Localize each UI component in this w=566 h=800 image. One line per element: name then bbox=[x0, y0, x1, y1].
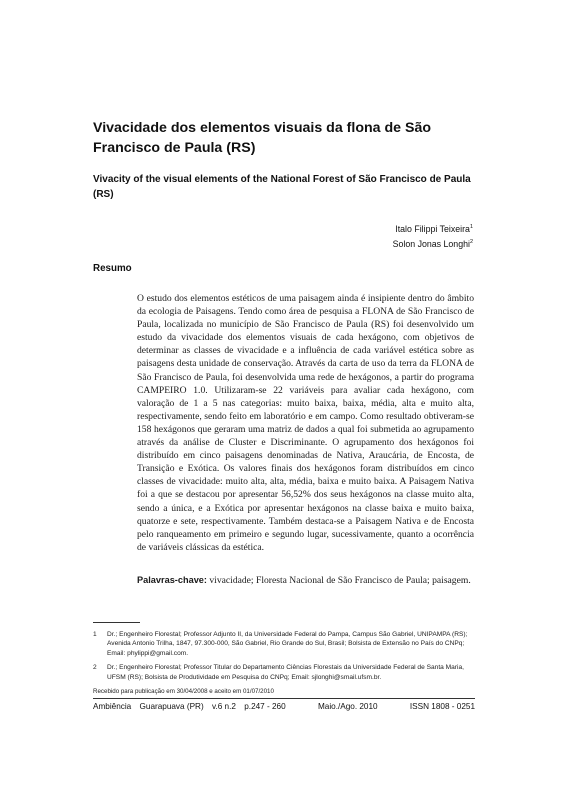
footnote-text: Dr.; Engenheiro Florestal; Professor Adjunto II, da Universidade Federal do Pampa, Campus São Gabriel, UNIPAMPA (RS); Avenida Antonio Trilha, 1847, 97.300-000, São Gabriel, Rio Grande do Sul, Brasil; Bolsista de Extensão no País do CNPq; Email: phylippi@gmail.com. bbox=[107, 631, 468, 657]
journal-city: Guarapuava (PR) bbox=[139, 702, 204, 711]
journal-citation bbox=[93, 702, 286, 711]
received-accepted-note: Recebido para publicação em 30/04/2008 e aceito em 01/07/2010 bbox=[93, 688, 274, 695]
section-heading-resumo: Resumo bbox=[93, 263, 132, 274]
journal-volume: v.6 n.2 bbox=[211, 702, 236, 711]
footer-rule bbox=[93, 698, 475, 699]
author-name: Solon Jonas Longhi bbox=[392, 239, 470, 249]
article-title-portuguese: Vivacidade dos elementos visuais da flona de São Francisco de Paula (RS) bbox=[93, 120, 431, 156]
keywords-label: Palavras-chave: bbox=[137, 575, 207, 585]
journal-footer bbox=[93, 702, 475, 711]
article-title-english: Vivacity of the visual elements of the National Forest of São Francisco de Paula (RS) bbox=[93, 174, 471, 200]
author-list bbox=[393, 222, 473, 252]
abstract-body: O estudo dos elementos estéticos de uma paisagem ainda é insipiente dentro do âmbito da ecologia de Paisagens. Tendo como área de pesquisa a FLONA de São Francisco de Paula, localizada no município de São Francisco de Paula (RS) foi desenvolvido um estudo da vivacidade dos elementos visuais de cada hexágono, com objetivos de determinar as classes de vivacidade e a influência de cada variável estética sobre as paisagens desta unidade de conservação. Através da carta de uso da terra da FLONA de São Francisco de Paula, foi desenvolvida uma rede de hexágonos, a partir do programa CAMPEIRO 1.0. Utilizaram-se 22 variáveis para avaliar cada hexágono, com valoração de 1 a 5 nas categorias: muito baixa, baixa, média, alta e muito alta, respectivamente, sendo feito em laboratório e em campo. Como resultado obtiveram-se 158 hexágonos que geraram uma matriz de dados a qual foi submetida ao agrupamento através da análise de Cluster e Discriminante. O agrupamento dos hexágonos foi distribuído em cinco paisagens denominadas de Nativa, Araucária, de Encosta, de Transição e Exótica. Os valores finais dos hexágonos foram distribuídos em cinco classes de vivacidade: muito alta, alta, média, baixa e muito baixa. A Paisagem Nativa foi a que se destacou por apresentar 56,52% dos seus hexágonos na classe muito alta, sendo a única, e a Exótica por apresentar hexágonos na classe baixa e muito baixa, quatorze e sete, respectivamente. Também destaca-se a Paisagem Nativa e de Encosta pelo ranqueamento em primeiro e segundo lugar, sucessivamente, quanto a ocorrência de variáveis clássicas da estética. bbox=[137, 293, 474, 553]
footnote-separator bbox=[93, 622, 140, 623]
journal-date: Maio./Ago. 2010 bbox=[317, 702, 378, 711]
author-footnote-mark: 2 bbox=[469, 239, 473, 246]
journal-pages: p.247 - 260 bbox=[244, 702, 286, 711]
keywords-paragraph bbox=[137, 574, 474, 587]
author-name: Italo Filippi Teixeira bbox=[395, 224, 470, 234]
footnote-number: 2 bbox=[93, 664, 97, 672]
journal-issn: ISSN 1808 - 0251 bbox=[409, 702, 475, 711]
footnote-2 bbox=[93, 663, 475, 682]
footnote-1 bbox=[93, 630, 475, 658]
author-footnote-mark: 1 bbox=[469, 224, 473, 231]
footnote-text: Dr.; Engenheiro Florestal; Professor Titular do Departamento Ciências Florestais da Universidade Federal de Santa Maria, UFSM (RS); Bolsista de Produtividade em Pesquisa do CNPq; Email: sjlonghi@smail.ufsm.br. bbox=[107, 664, 464, 681]
keywords-text: vivacidade; Floresta Nacional de São Francisco de Paula; paisagem. bbox=[206, 575, 471, 586]
footnote-number: 1 bbox=[93, 631, 97, 638]
journal-name: Ambiência bbox=[93, 702, 132, 711]
footnotes bbox=[93, 630, 475, 687]
author-1 bbox=[393, 222, 473, 237]
author-2 bbox=[393, 237, 473, 252]
